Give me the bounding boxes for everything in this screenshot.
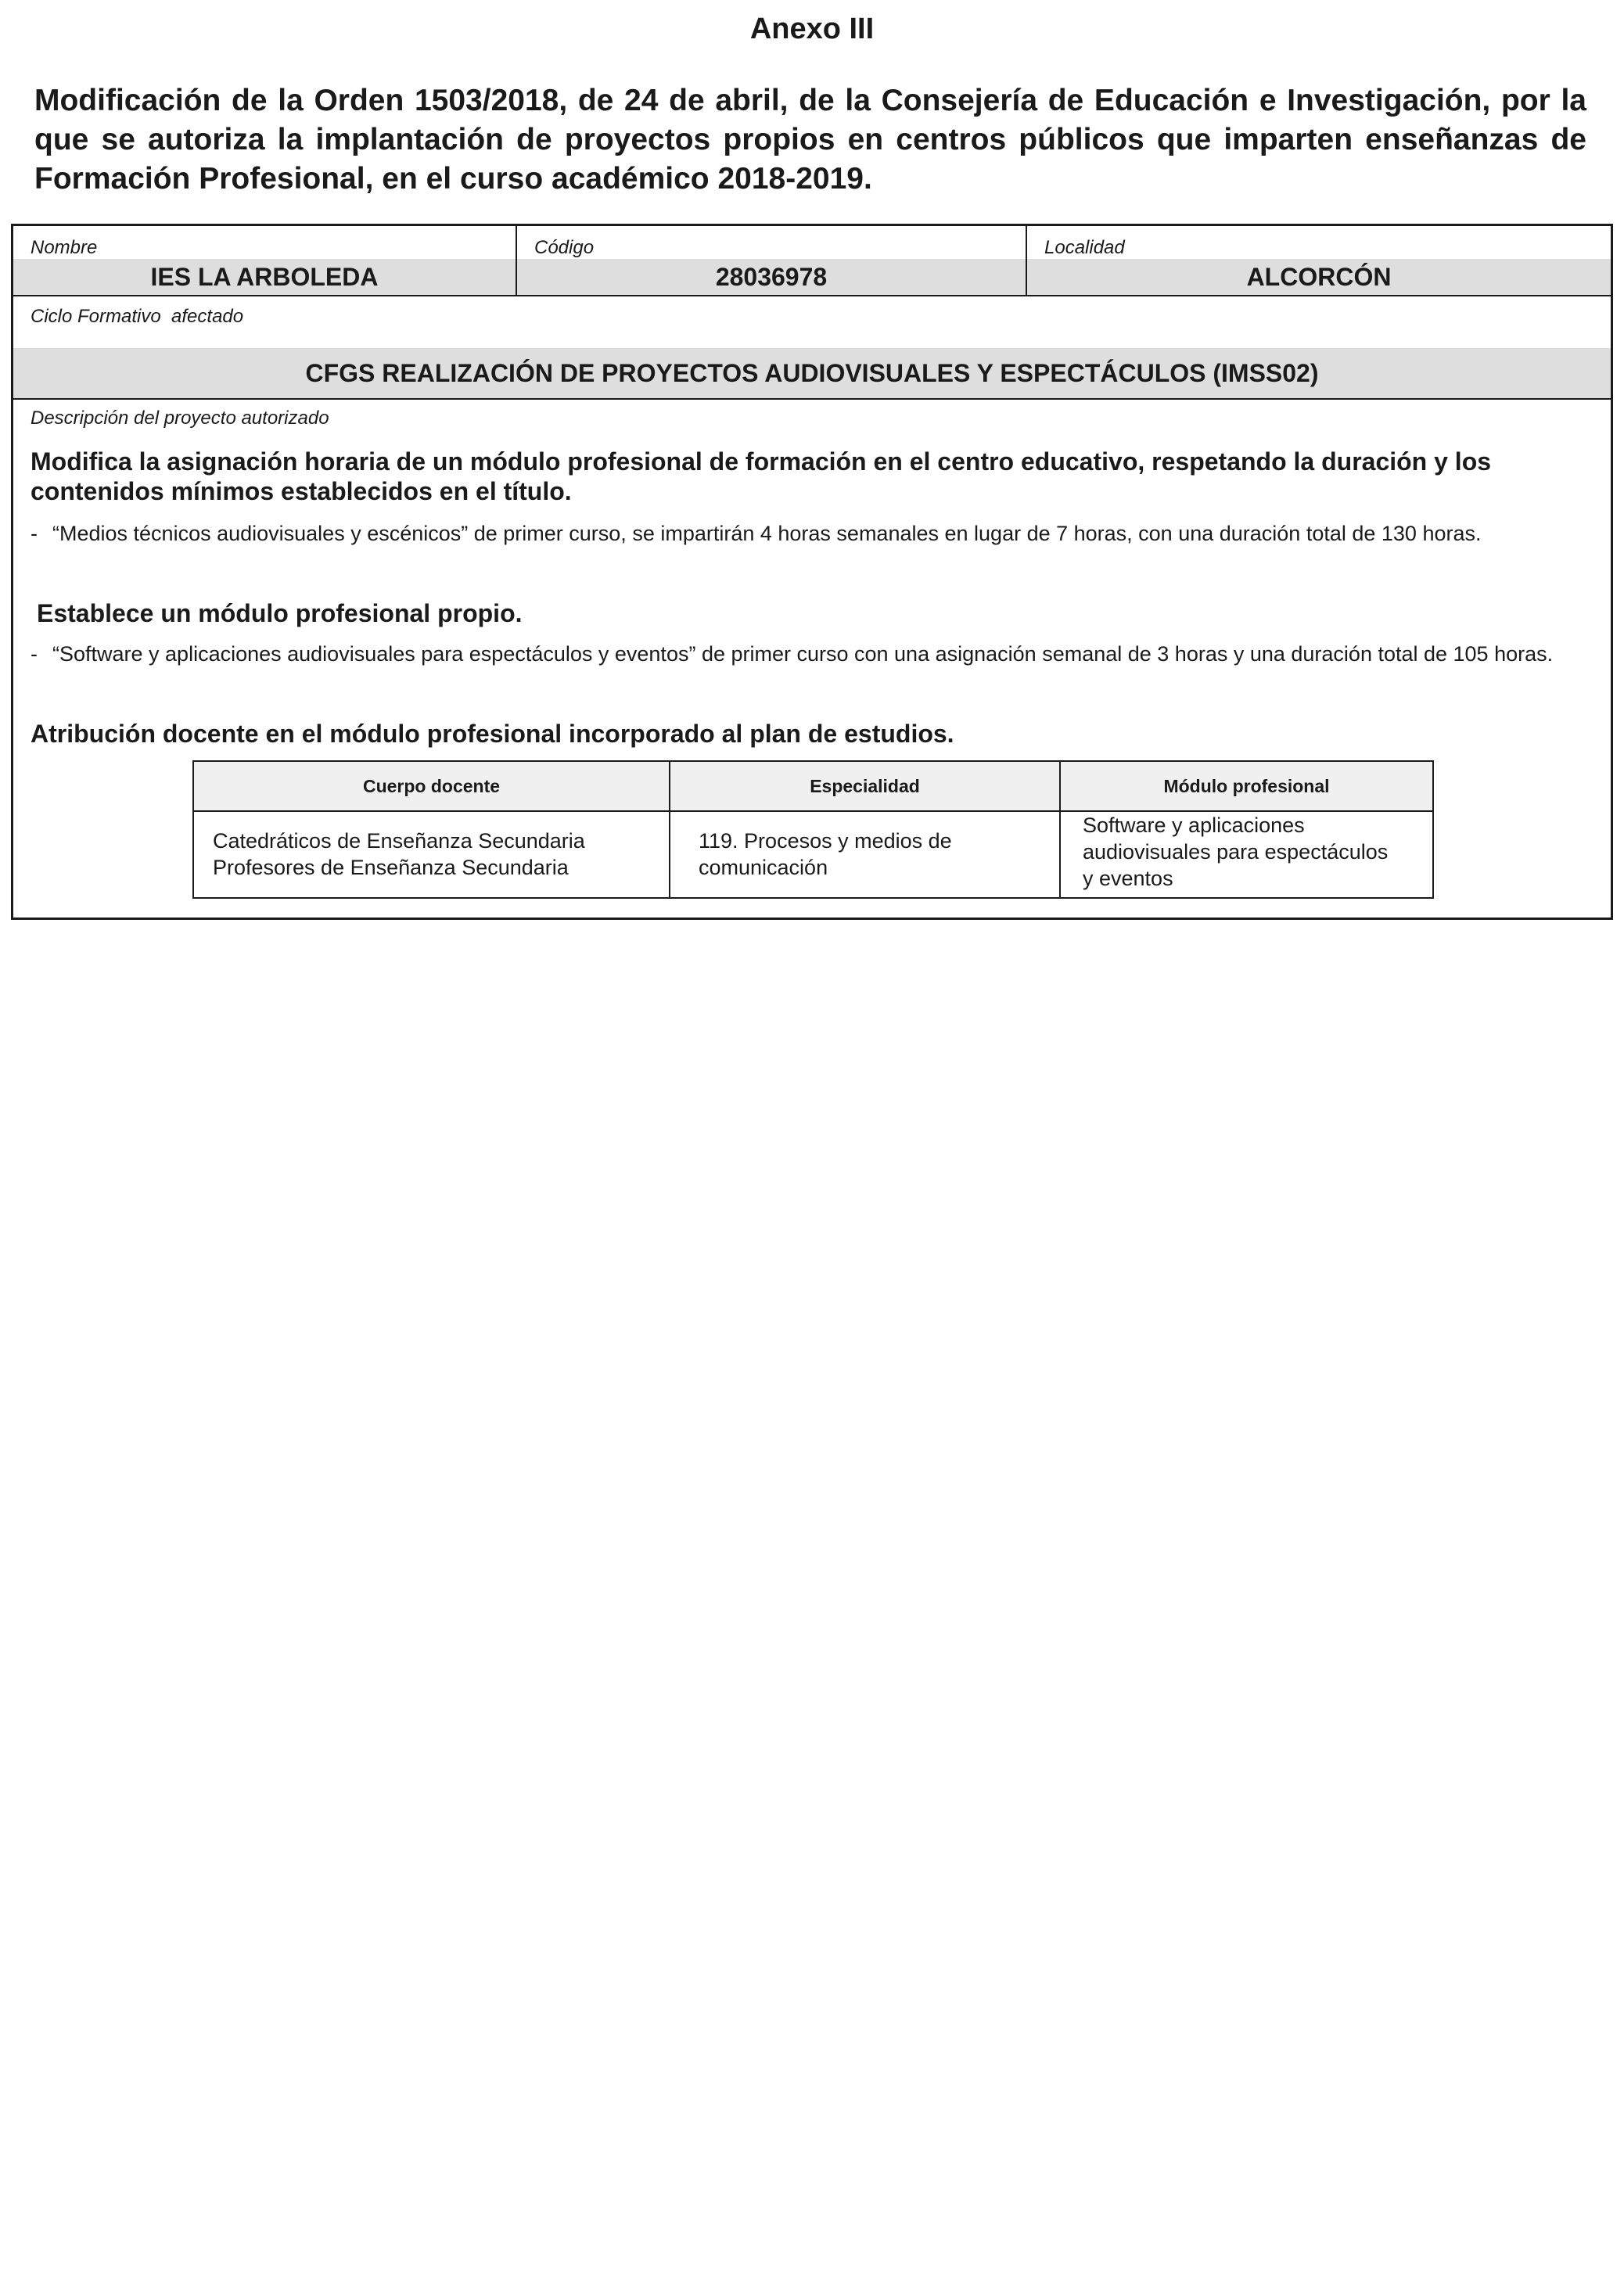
centre-code-value: 28036978 <box>517 259 1026 295</box>
cycle-value: CFGS REALIZACIÓN DE PROYECTOS AUDIOVISUALES Y ESPECTÁCULOS (IMSS02) <box>13 348 1611 400</box>
document-heading: Modificación de la Orden 1503/2018, de 24 de abril, de la Consejería de Educación e Investigación, por la que se autoriza la implantación de proyectos propios en centros públicos que imparten enseñanzas de Formación Profesional, en el curso académico 2018-2019. <box>34 84 1586 196</box>
teaching-attribution-table <box>192 760 1434 899</box>
section-heading-own-module: Establece un módulo profesional propio. <box>37 599 523 627</box>
centre-name-cell <box>13 226 516 295</box>
bullet-text: “Software y aplicaciones audiovisuales para espectáculos y eventos” de primer curso con una asignación semanal de 3 horas y una duración total de 105 horas. <box>52 642 1554 666</box>
bullet-item-own-module <box>31 641 1587 668</box>
bullet-dash: - <box>31 522 38 545</box>
cell-line: audiovisuales para espectáculos <box>1083 840 1389 864</box>
centre-identification-row <box>13 226 1611 296</box>
table-header-row <box>194 762 1432 812</box>
table-row <box>194 810 1432 897</box>
centre-locality-label: Localidad <box>1044 237 1125 258</box>
cell-line: Profesores de Enseñanza Secundaria <box>213 856 569 879</box>
centre-locality-value: ALCORCÓN <box>1027 259 1611 295</box>
table-cell-cuerpo <box>194 810 669 897</box>
cycle-label: Ciclo Formativo afectado <box>31 306 244 327</box>
table-header-cuerpo: Cuerpo docente <box>362 776 501 796</box>
centre-code-label: Código <box>534 237 595 258</box>
centre-code-cell <box>516 226 1026 295</box>
cell-line: Catedráticos de Enseñanza Secundaria <box>213 829 585 853</box>
centre-name-label: Nombre <box>31 237 98 258</box>
cell-line: comunicación <box>699 856 828 879</box>
table-cell-modulo <box>1059 810 1432 897</box>
table-header-especialidad: Especialidad <box>669 762 1059 810</box>
bullet-dash: - <box>31 642 38 666</box>
table-cell-especialidad <box>669 810 1059 897</box>
centre-name-value: IES LA ARBOLEDA <box>13 259 516 295</box>
annex-title: Anexo III <box>749 13 875 45</box>
section-heading-teaching-attribution: Atribución docente en el módulo profesional incorporado al plan de estudios. <box>31 720 954 748</box>
bullet-text: “Medios técnicos audiovisuales y escénicos” de primer curso, se impartirán 4 horas semanales en lugar de 7 horas, con una duración total de 130 horas. <box>52 522 1482 545</box>
cell-line: y eventos <box>1083 867 1173 890</box>
section-heading-schedule: Modifica la asignación horaria de un módulo profesional de formación en el centro educativo, respetando la duración y los contenidos mínimos establecidos en el título. <box>31 447 1492 505</box>
centre-locality-cell <box>1026 226 1611 295</box>
table-header-modulo: Módulo profesional <box>1059 762 1432 810</box>
cell-line: 119. Procesos y medios de <box>699 829 952 853</box>
bullet-item-schedule <box>31 520 1587 548</box>
project-box <box>11 224 1613 920</box>
cell-line: Software y aplicaciones <box>1083 813 1305 837</box>
description-label: Descripción del proyecto autorizado <box>31 408 329 429</box>
